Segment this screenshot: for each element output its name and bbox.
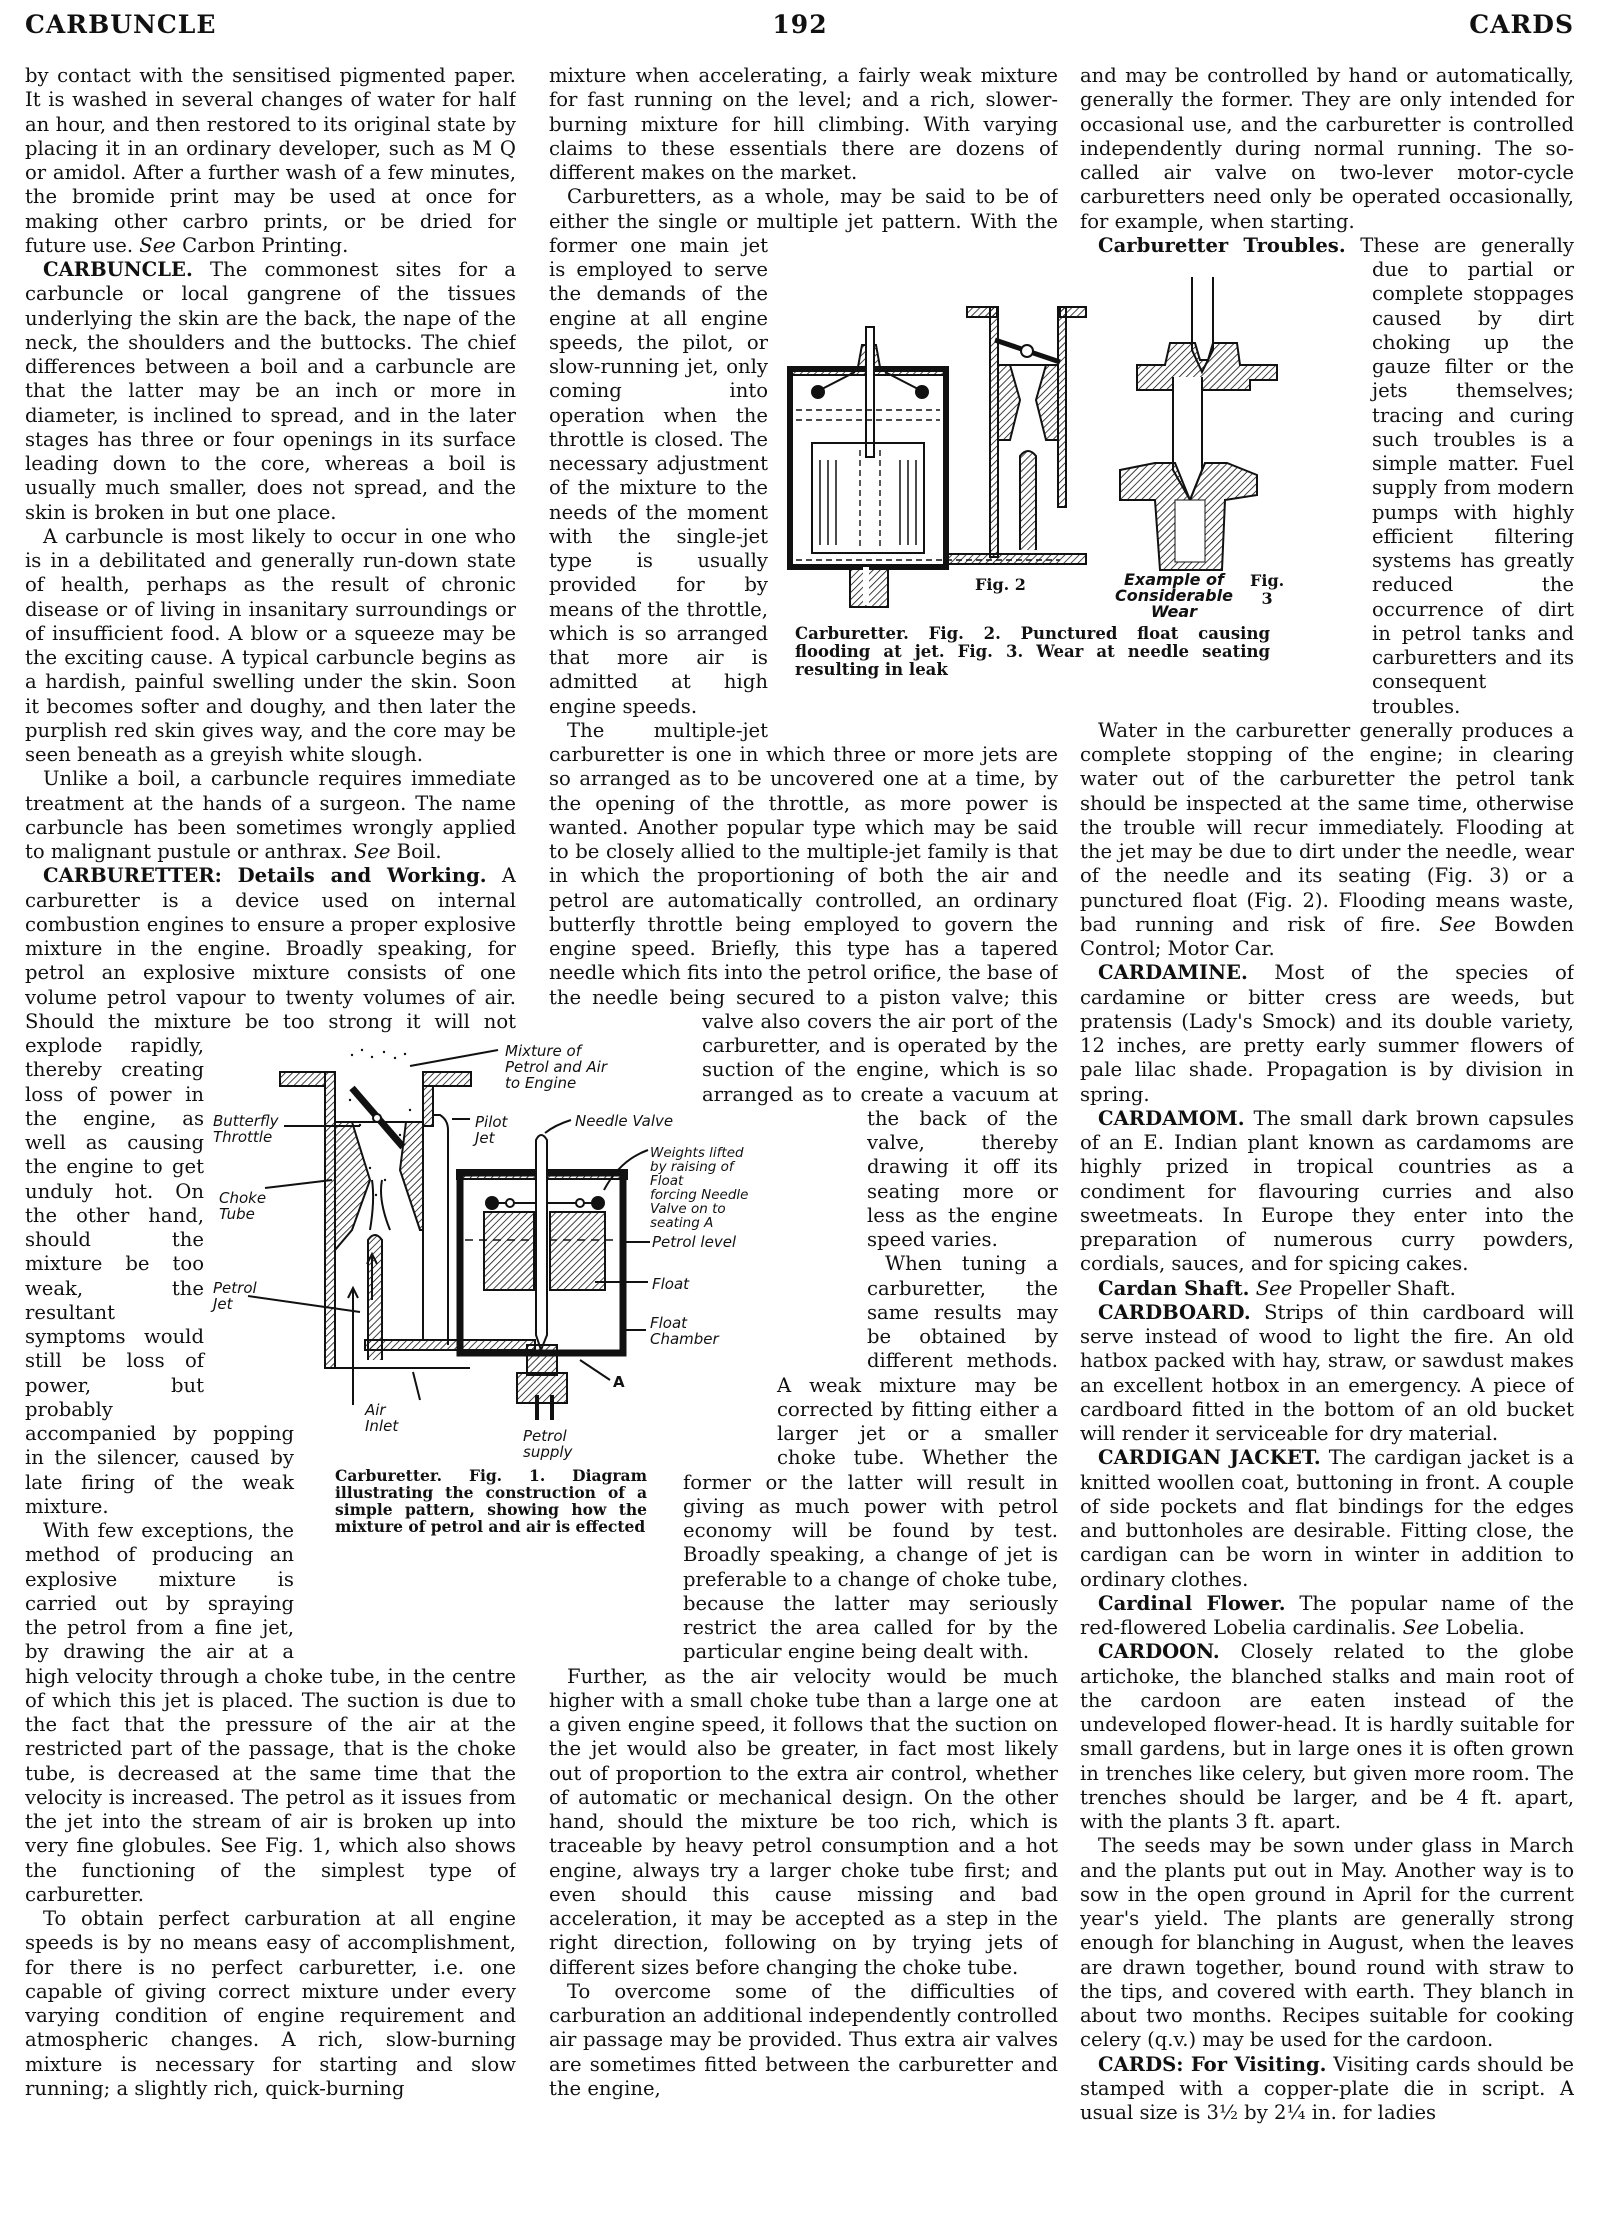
paragraph-text: These are generally due to partial or complete stoppages caused by dirt choking up the gauze filter or the jets themselves; tracing and curing such troubles is a simple matter. Fuel supply from modern pumps with highly efficient filtering systems has greatly reduced the occurrence of dirt in petrol tanks and carburetters and its consequent troubles. [1345,233,1574,718]
paragraph-text: Water in the carburetter generally produces a complete stopping of the engine; in clearing water out of the carburetter the petrol tank should be inspected at the same time, otherwise the trouble will recur immediately. Flooding at the jet may be due to dirt under the needle, wear of the needle and its seating (Fig. 3) or a punctured float (Fig. 2). Flooding means waste, bad running and risk of fire. [1080,718,1574,936]
figure-2-label: Fig. 2 [975,575,1026,594]
paragraph [1080,1446,1574,1592]
paragraph-text: Most of the species of cardamine or bitter cress are weeds, but pratensis (Lady's Smock) and its double variety, 12 inches, are pretty early summer flowers of pale lilac shade. Propagation is by division in spring. [1080,961,1574,1106]
label-mixture-of-petrol-and-air: Mixture of Petrol and Air to Engine [505,1042,608,1092]
figure-3-label: Fig. 3 [1250,571,1285,608]
cross-reference-see: See [139,233,176,257]
page-number: 192 [772,10,828,39]
figure-2-3-drawing [780,265,1380,675]
paragraph [1080,1107,1574,1277]
figure-2-3-carburetter-faults [780,265,1380,679]
label-pilot-jet: Pilot Jet [475,1113,508,1147]
figure-1-caption: Carburetter. Fig. 1. Diagram illustrating the construction of a simple pattern, showing how the mixture of petrol and air is effected [335,1466,647,1536]
label-air-inlet: Air Inlet [365,1401,399,1435]
entry-heading: CARDBOARD. [1098,1300,1251,1324]
running-head-right: CARDS [1469,10,1574,39]
paragraph-text: The cardigan jacket is a knitted woollen coat, buttoning in front. A couple of side pockets and flat bindings for the edges and buttonholes are desirable. Fitting close, the cardigan can be worn in winter in addition to ordinary clothes. [1080,1446,1574,1591]
paragraph-text: Unlike a boil, a carbuncle requires immediate treatment at the hands of a surgeon. The name carbuncle has been sometimes wrongly applied to malignant pustule or anthrax. [25,767,516,863]
label-butterfly-throttle: Butterfly Throttle [213,1112,279,1146]
paragraph-text: mixture when accelerating, a fairly weak mixture for fast running on the level; and a rich, slower-burning mixture for hill climbing. With varying claims to these essentials there are dozens of different makes on the market. [549,64,1058,184]
label-float-chamber: Float Chamber [650,1314,719,1348]
paragraph [25,258,516,525]
cross-reference-see: See [1255,1276,1293,1300]
paragraph-text: and may be controlled by hand or automatically, generally the former. They are only intended for occasional use, and the carburetter is controlled independently during normal running. The so-called air valve on two-lever motor-cycle carburetters need only be operated occasionally, for example, when starting. [1080,64,1574,233]
paragraph-text: Strips of thin cardboard will serve instead of wood to light the fire. An old hatbox packed with hay, straw, or sawdust makes an excellent hotbox in an emergency. A piece of cardboard fitted in the bottom of an old bucket will render it serviceable for dry material. [1080,1300,1574,1445]
paragraph-text: Visiting cards should be stamped with a copper-plate die in script. A usual size is 3½ by 2¼ in. for ladies [1080,2052,1574,2124]
paragraph-text: The small dark brown capsules of an E. Indian plant known as cardamoms are highly prized in tropical countries as a condiment for flavouring curries and also sweetmeats. In Europe they enter into the preparation of numerous curry powders, cordials, sauces, and for spicing cakes. [1080,1106,1574,1276]
entry-heading: CARDS: For Visiting. [1098,2052,1327,2076]
paragraph [1080,1301,1574,1447]
paragraph [1080,1592,1574,1641]
paragraph-text: Further, as the air velocity would be much higher with a small choke tube than a large one at a given engine speed, it follows that the suction on the jet would also be greater, in fact most likely out of proportion to the extra air control, whether of automatic or mechanical design. On the other hand, should the mixture be too rich, which is traceable by heavy petrol consumption and a hot engine, always try a larger choke tube first; and even should this cause missing and bad acceleration, it may be accepted as a step in the right direction, following on by trying jets of different sizes before changing the choke tube. [549,1664,1058,1979]
entry-heading: Cardan Shaft. [1098,1276,1250,1300]
label-float: Float [652,1275,690,1293]
paragraph [1080,1640,1574,1834]
entry-heading: CARDIGAN JACKET. [1098,1446,1321,1470]
paragraph [1080,1277,1574,1301]
entry-heading: Cardinal Flower. [1098,1591,1286,1615]
paragraph-text: A carbuncle is most likely to occur in one who is in a debilitated and generally run-down state of health, perhaps as the result of chronic disease or of living in insanitary surroundings or of insufficient food. A blow or a squeeze may be the exciting cause. A typical carbuncle begins as a hardish, painful swelling under the skin. Soon it becomes softer and doughy, and then later the purplish red skin gives way, and the core may be seen beneath as a greyish white slough. [25,524,516,766]
paragraph-text: To obtain perfect carburation at all engine speeds is by no means easy of accomplishment, for there is no perfect carburetter, i.e. one capable of giving correct mixture under every varying condition of engine requirement and atmospheric changes. A rich, slow-burning mixture is necessary for starting and slow running; a slightly rich, quick-burning [25,1907,516,2100]
entry-heading: CARDAMOM. [1098,1106,1245,1130]
paragraph-text: by contact with the sensitised pigmented paper. It is washed in several changes of water for half an hour, and then restored to its original state by placing it in an ordinary developer, such as M Q or amidol. After a further wash of a few minutes, the bromide print may be used at once for making other carbro prints, or be dried for future use. [25,64,516,257]
cross-reference-see: See [1402,1616,1440,1639]
figure-2-3-caption: Carburetter. Fig. 2. Punctured float causing flooding at jet. Fig. 3. Wear at needle seating resulting in leak [795,624,1270,679]
label-petrol-level: Petrol level [652,1233,737,1251]
paragraph-text: Bowden Control; Motor Car. [1080,912,1574,960]
paragraph-text: Boil. [390,840,442,863]
paragraph-text: Carburetters, as a whole, may be said to be of either the single or multiple jet pattern. With the former one main jet is employed to serve the demands of the engine at all engine speeds, the pilot, or slow-running jet, only coming into operation when the throttle is closed. The necessary adjustment of the mixture to the needs of the moment with the single-jet type is usually provided for by means of the throttle, which is so arranged that more air is admitted at high engine speeds. [549,185,1058,718]
paragraph [1080,2053,1574,2126]
label-choke-tube: Choke Tube [219,1189,267,1223]
paragraph [25,1907,516,2101]
paragraph [1080,64,1574,234]
paragraph [25,64,516,258]
running-head-left: CARBUNCLE [25,10,217,39]
paragraph [1080,961,1574,1107]
entry-heading: CARDOON. [1098,1640,1220,1664]
paragraph [25,767,516,864]
label-seating-a: A [613,1373,625,1391]
paragraph-text: To overcome some of the difficulties of carburation an additional independently controlled air passage may be provided. Thus extra air valves are sometimes fitted between the carburetter and the engine, [549,1979,1058,2100]
label-petrol-supply: Petrol supply [523,1427,573,1461]
label-weights-lifted: Weights lifted by raising of Float forcing Needle Valve on to seating A [650,1145,749,1231]
paragraph-text: The seeds may be sown under glass in March and the plants put out in May. Another way is to sow in the open ground in April for the current year's yield. The plants are generally strong enough for blanching in August, when the leaves are drawn together, bound round with straw to the tips, and covered with earth. They blanch in about two months. Recipes suitable for cooking celery (q.v.) may be used for the cardoon. [1080,1834,1574,2052]
label-petrol-jet: Petrol Jet [213,1279,257,1313]
label-needle-valve: Needle Valve [575,1112,674,1130]
entry-heading: Carburetter Troubles. [1098,233,1346,257]
cross-reference-see: See [1439,912,1476,936]
paragraph-text: When tuning a carburetter, the same results may be obtained by different methods. A weak mixture may be corrected by fitting either a larger jet or a smaller choke tube. Whether the former or the latter will result in giving as much power with petrol economy will be found by test. Broadly speaking, a change of jet is preferable to a change of choke tube, because the latter may seriously restrict the area called for by the particular engine being dealt with. [683,1252,1058,1664]
paragraph [549,1665,1058,1980]
paragraph [1080,1834,1574,2052]
paragraph [25,525,516,768]
paragraph-text: The multiple-jet carburetter is one in which three or more jets are so arranged as to be uncovered one at a time, by the opening of the throttle, as more power is wanted. Another popular type which may be said to be closely allied to the multiple-jet family is that in which the proportioning of both the air and petrol are automatically controlled, an ordinary butterfly throttle being employed to govern the engine speed. Briefly, this type has a tapered needle which fits into the petrol orifice, the base of the needle being secured to a piston valve; this valve also covers the air port of the carburetter, and is operated by the suction of the engine, which is so arranged as to create a vacuum at the back of the valve, thereby drawing it off its seating more or less as the engine speed varies. [549,718,1058,1251]
paragraph-text: A carburetter is a device used on internal combustion engines to ensure a proper explosive mixture in the engine. Broadly speaking, for petrol an explosive mixture consists of one volume petrol vapour to twenty volumes of air. Should the mixture be too strong it will not explode rapidly, thereby creating loss of power in the engine, as well as causing the engine to get unduly hot. On the other hand, should the mixture be too weak, the resultant symptoms would still be loss of power, but probably accompanied by popping in the silencer, caused by late firing of the weak mixture. [25,864,516,1518]
paragraph-text: The commonest sites for a carbuncle or local gangrene of the tissues underlying the skin are the back, the nape of the neck, the shoulders and the buttocks. The chief differences between a boil and a carbuncle are that the latter may be an inch or more in diameter, is inclined to spread, and in the later stages has three or four openings in its surface leading down to the core, whereas a boil is usually much smaller, does not spread, and the skin is broken in but one place. [25,258,516,524]
paragraph-text: Lobelia. [1439,1616,1525,1639]
figure-3-wear-label: Example of Considerable Wear [1115,570,1233,621]
paragraph-text: With few exceptions, the method of producing an explosive mixture is carried out by spraying the petrol from a fine jet, by drawing the air at a high velocity through a choke tube, in the centre of which this jet is placed. The suction is due to the fact that the pressure of the air at the restricted part of the passage, that is the choke tube, is decreased at the same time that the velocity is increased. The petrol as it issues from the jet into the stream of air is broken up into very fine globules. See Fig. 1, which also shows the functioning of the simplest type of carburetter. [25,1519,516,1906]
paragraph-text: Closely related to the globe artichoke, the blanched stalks and main root of the cardoon are eaten instead of the undeveloped flower-head. It is hardly suitable for small gardens, but in large ones it is often grown in trenches like celery, but given more room. The trenches should be larger, and be 4 ft. apart, with the plants 3 ft. apart. [1080,1640,1574,1833]
paragraph [1080,719,1574,962]
paragraph [549,64,1058,185]
figure-1-carburetter-diagram [205,1030,765,1660]
entry-heading: CARBUNCLE. [43,258,193,281]
paragraph [549,1980,1058,2101]
cross-reference-see: See [353,840,391,863]
paragraph-text: Propeller Shaft. [1292,1276,1456,1300]
entry-heading: CARBURETTER: Details and Working. [43,864,487,888]
paragraph-text: The popular name of the red-flowered Lobelia cardinalis. [1080,1591,1574,1639]
paragraph-text: Carbon Printing. [175,233,349,257]
entry-heading: CARDAMINE. [1098,961,1248,985]
